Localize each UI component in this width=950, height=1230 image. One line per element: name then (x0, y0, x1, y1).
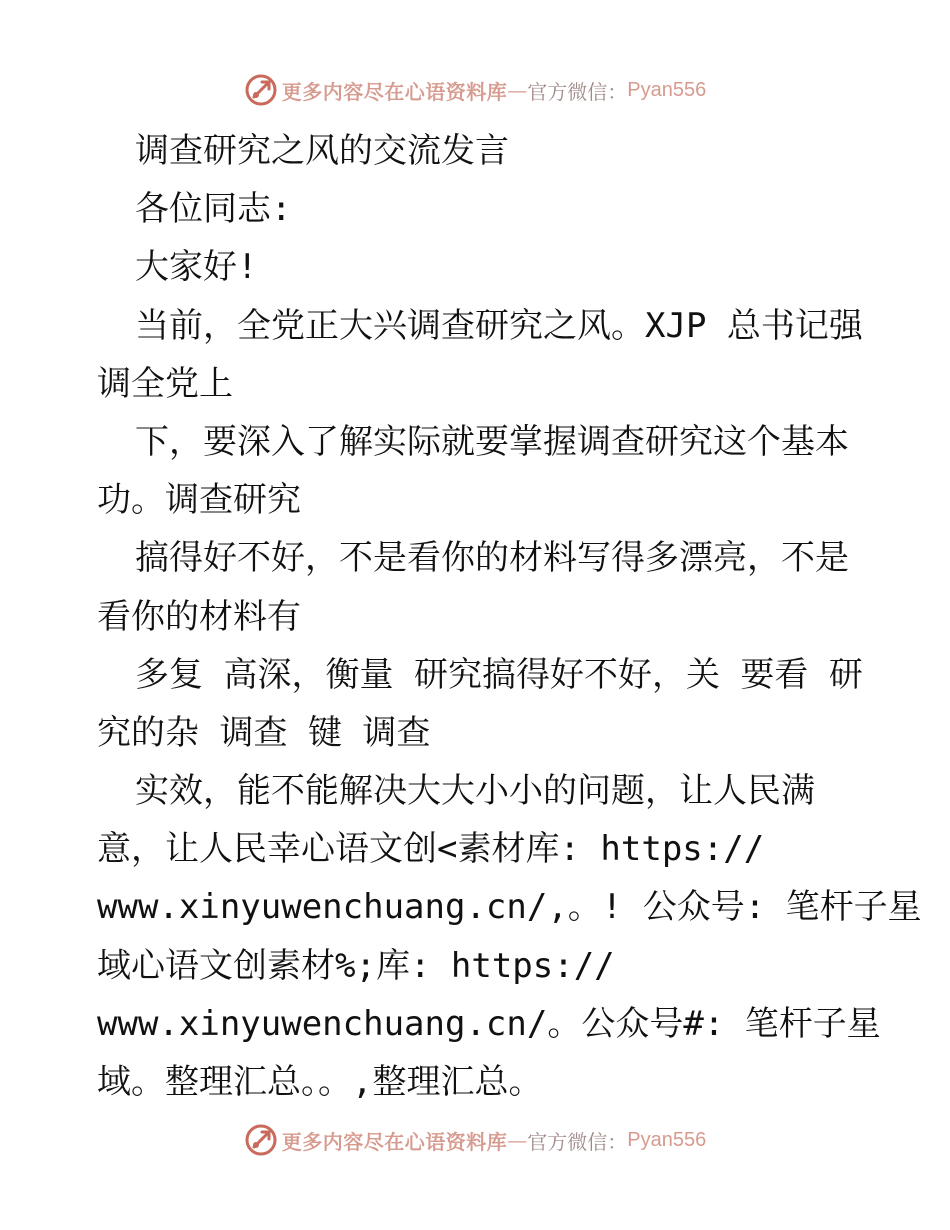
watermark-text: 更多内容尽在心语资料库 (281, 1129, 508, 1154)
watermark-separator: — (507, 78, 528, 102)
salutation-line: 各位同志: (135, 189, 292, 230)
text-line: 多复 高深，衡量 研究搞得好不好，关 要看 研 (135, 654, 863, 695)
document-body (97, 122, 922, 1111)
watermark-wechat-id: Pyan556 (627, 1128, 707, 1151)
watermark-official-label: 官方微信： (527, 79, 628, 104)
text-line: 搞得好不好，不是看你的材料写得多漂亮，不是 (135, 538, 849, 579)
footer-watermark (0, 1120, 950, 1160)
text-line: 域。整理汇总。。,整理汇总。 (97, 1062, 543, 1102)
greeting-line: 大家好! (135, 247, 258, 288)
header-watermark (0, 70, 950, 110)
text-line: 当前，全党正大兴调查研究之风。XJP 总书记强 (135, 305, 863, 346)
watermark-wechat-id: Pyan556 (627, 78, 707, 101)
text-line: www.xinyuwenchuang.cn/。公众号#: 笔杆子星 (97, 1003, 881, 1044)
text-line: www.xinyuwenchuang.cn/,。! 公众号: 笔杆子星 (97, 887, 922, 928)
text-line: 意，让人民幸心语文创<素材库: https:// (97, 829, 765, 870)
brand-logo-icon (244, 1123, 278, 1157)
text-line: 下，要深入了解实际就要掌握调查研究这个基本 (135, 421, 849, 462)
text-line: 究的杂 调查 键 调查 (97, 712, 431, 753)
text-line: 调全党上 (97, 363, 233, 404)
text-line: 实效，能不能解决大大小小的问题，让人民满 (135, 771, 815, 812)
text-line: 域心语文创素材%;库: https:// (97, 945, 615, 986)
text-line: 功。调查研究 (97, 480, 301, 521)
watermark-separator: — (507, 1128, 528, 1152)
watermark-official-label: 官方微信： (527, 1129, 628, 1154)
watermark-text: 更多内容尽在心语资料库 (281, 79, 508, 104)
text-line: 看你的材料有 (97, 596, 301, 637)
document-title: 调查研究之风的交流发言 (135, 131, 509, 171)
brand-logo-icon (244, 73, 278, 107)
